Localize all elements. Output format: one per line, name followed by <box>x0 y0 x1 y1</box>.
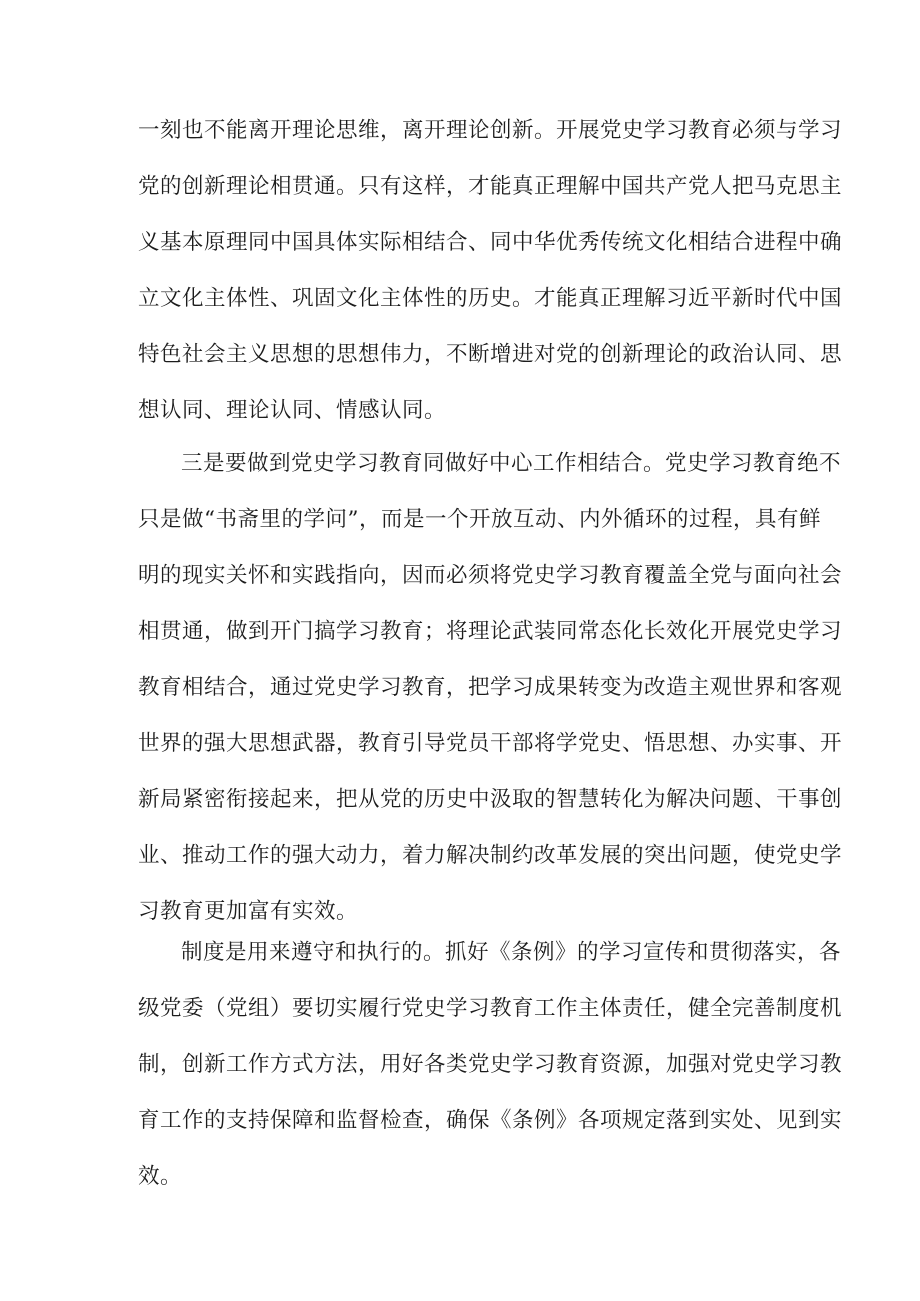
text-line: 党的创新理论相贯通。只有这样，才能真正理解中国共产党人把马克思主 <box>138 174 843 199</box>
text-line: 想认同、理论认同、情感认同。 <box>138 398 447 423</box>
text-line: 世界的强大思想武器，教育引导党员干部将学党史、悟思想、办实事、开 <box>138 731 843 756</box>
text-line: 育工作的支持保障和监督检查，确保《条例》各项规定落到实处、见到实 <box>138 1108 843 1133</box>
text-line: 制，创新工作方式方法，用好各类党史学习教育资源，加强对党史学习教 <box>138 1052 843 1077</box>
text-line: 业、推动工作的强大动力，着力解决制约改革发展的突出问题，使党史学 <box>138 843 843 868</box>
text-line: 新局紧密衔接起来，把从党的历史中汲取的智慧转化为解决问题、干事创 <box>138 787 843 812</box>
text-line: 立文化主体性、巩固文化主体性的历史。才能真正理解习近平新时代中国 <box>138 286 843 311</box>
paragraph-regulations <box>138 925 843 1205</box>
paragraph-theory-innovation <box>138 103 843 439</box>
text-line: 义基本原理同中国具体实际相结合、同中华优秀传统文化相结合进程中确 <box>138 230 843 255</box>
text-line: 级党委（党组）要切实履行党史学习教育工作主体责任，健全完善制度机 <box>138 996 843 1021</box>
text-line: 制度是用来遵守和执行的。抓好《条例》的学习宣传和贯彻落实，各 <box>181 940 842 965</box>
text-line: 习教育更加富有实效。 <box>138 899 359 924</box>
text-line: 三是要做到党史学习教育同做好中心工作相结合。党史学习教育绝不 <box>181 451 842 476</box>
text-line: 教育相结合，通过党史学习教育，把学习成果转变为改造主观世界和客观 <box>138 675 843 700</box>
text-line: 效。 <box>138 1164 183 1189</box>
text-line: 特色社会主义思想的思想伟力，不断增进对党的创新理论的政治认同、思 <box>138 342 843 367</box>
text-line: 一刻也不能离开理论思维，离开理论创新。开展党史学习教育必须与学习 <box>138 118 843 143</box>
text-line: 明的现实关怀和实践指向，因而必须将党史学习教育覆盖全党与面向社会 <box>138 563 843 588</box>
text-line: 只是做“书斋里的学问”，而是一个开放互动、内外循环的过程，具有鲜 <box>138 507 821 532</box>
paragraph-central-work <box>138 436 843 940</box>
text-line: 相贯通，做到开门搞学习教育；将理论武装同常态化长效化开展党史学习 <box>138 619 843 644</box>
